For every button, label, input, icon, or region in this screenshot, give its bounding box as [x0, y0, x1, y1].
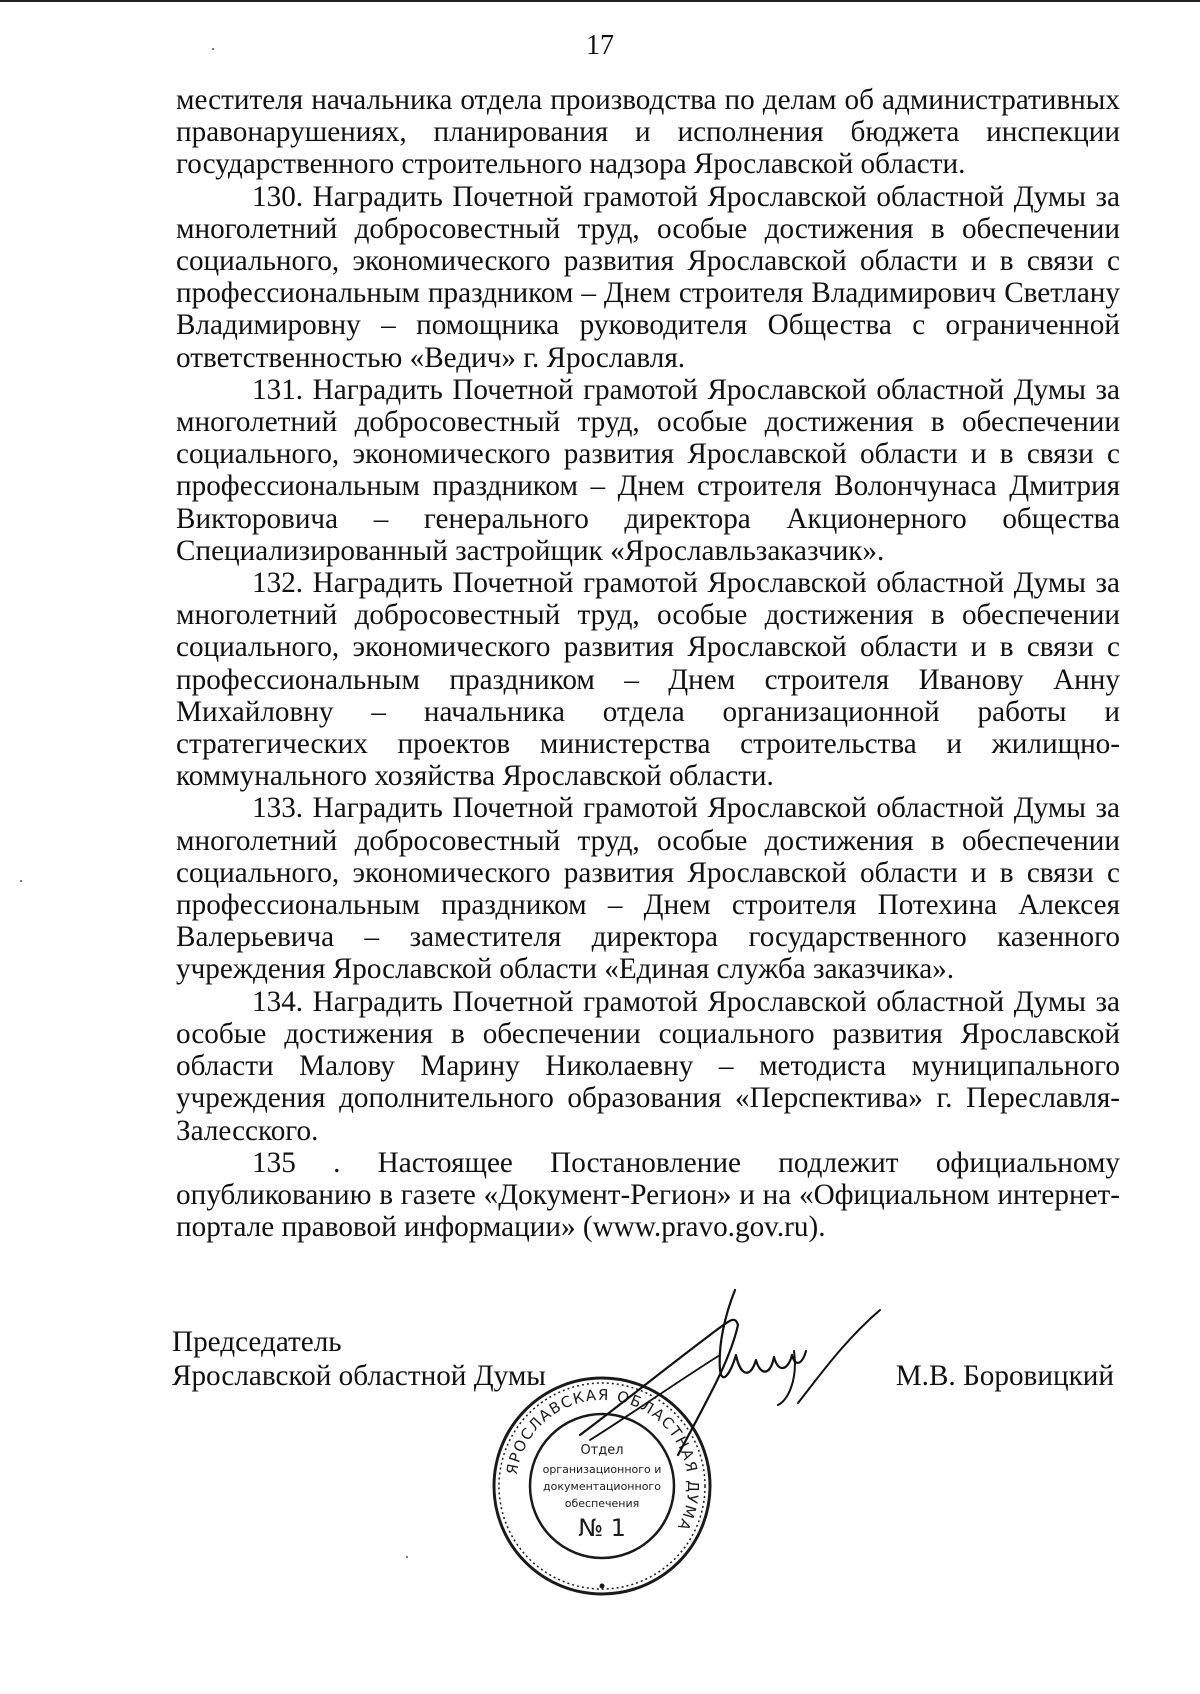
seal-number: № 1: [578, 1514, 626, 1542]
scan-speck: [406, 1556, 408, 1558]
seal-line2: организационного и: [542, 1463, 662, 1476]
signatory-name: М.В. Боровицкий: [895, 1360, 1114, 1392]
handwritten-signature: [560, 1285, 900, 1460]
paragraph-item-132: 132. Наградить Почетной грамотой Ярославской областной Думы за многолетний добросовестный труд, особые достижения в обеспечении социального, экономического развития Ярославской области и в связи с профессиональным праздником – Днем строителя Иванову Анну Михайловну – начальника отдела организационной работы и стратегических проектов министерства строительства и жилищно-коммунального хозяйства Ярославской области.: [176, 567, 1120, 793]
seal-line3: документационного: [543, 1480, 661, 1493]
paragraph-item-131: 131. Наградить Почетной грамотой Ярославской областной Думы за многолетний добросовестный труд, особые достижения в обеспечении социального, экономического развития Ярославской области и в связи с профессиональным праздником – Днем строителя Волончунаса Дмитрия Викторовича – генерального директора Акционерного общества Специализированный застройщик «Ярославльзаказчик».: [176, 373, 1120, 567]
seal-ring-text: ЯРОСЛАВСКАЯ ОБЛАСТНАЯ ДУМА: [502, 1385, 703, 1535]
paragraph-item-133: 133. Наградить Почетной грамотой Ярославской областной Думы за многолетний добросовестный труд, особые достижения в обеспечении социального, экономического развития Ярославской области и в связи с профессиональным праздником – Днем строителя Потехина Алексея Валерьевича – заместителя директора государственного казенного учреждения Ярославской области «Единая служба заказчика».: [176, 792, 1120, 986]
scan-speck: [212, 48, 214, 50]
page-number: 17: [586, 30, 614, 61]
seal-line4: обеспечения: [564, 1497, 640, 1510]
top-border-line: [0, 0, 1200, 2]
paragraph-item-135: 135 . Настоящее Постановление подлежит официальному опубликованию в газете «Документ-Регион» и на «Официальном интернет-портале правовой информации» (www.pravo.gov.ru).: [176, 1146, 1120, 1244]
paragraph-item-130: 130. Наградить Почетной грамотой Ярославской областной Думы за многолетний добросовестный труд, особые достижения в обеспечении социального, экономического развития Ярославской области и в связи с профессиональным праздником – Днем строителя Владимирович Светлану Владимировну – помощника руководителя Общества с ограниченной ответственностью «Ведич» г. Ярославля.: [176, 180, 1120, 374]
signatory-position-line1: Председатель: [172, 1326, 342, 1358]
signatory-position-line2: Ярославской областной Думы: [172, 1360, 546, 1392]
paragraph-item-134: 134. Наградить Почетной грамотой Ярославской областной Думы за особые достижения в обеспечении социального развития Ярославской области Малову Марину Николаевну – методиста муниципального учреждения дополнительного образования «Перспектива» г. Переславля-Залесского.: [176, 985, 1120, 1147]
scan-speck: [20, 880, 22, 882]
document-body: [176, 84, 1120, 1243]
paragraph-continuation: местителя начальника отдела производства по делам об административных правонарушениях, планирования и исполнения бюджета инспекции государственного строительного надзора Ярославской области.: [176, 84, 1120, 181]
seal-line1: Отдел: [580, 1443, 624, 1458]
